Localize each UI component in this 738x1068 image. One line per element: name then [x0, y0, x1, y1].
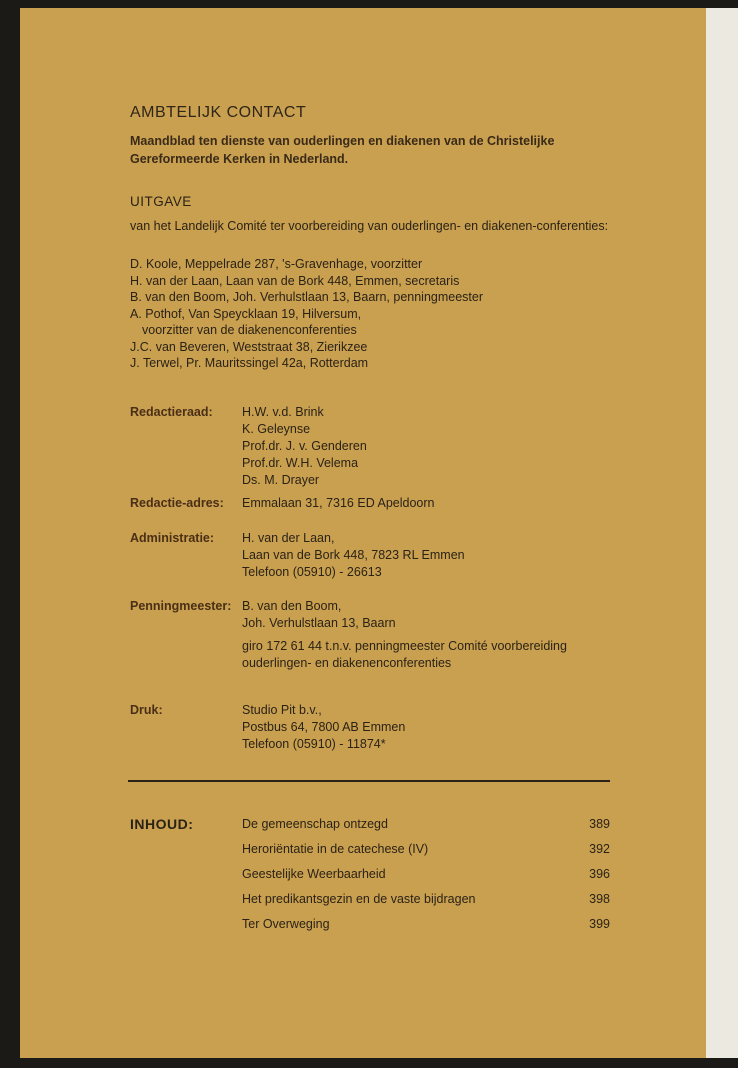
committee-member: A. Pothof, Van Speycklaan 19, Hilversum,	[130, 306, 362, 321]
magazine-title: AMBTELIJK CONTACT	[130, 104, 307, 121]
giro-line: giro 172 61 44 t.n.v. penningmeester Comité voorbereiding	[242, 639, 567, 653]
committee-list	[130, 256, 483, 372]
administratie-value	[242, 530, 465, 581]
editor-name: Prof.dr. J. v. Genderen	[242, 439, 367, 453]
administratie-label: Administratie:	[130, 531, 215, 545]
editor-name: Prof.dr. W.H. Velema	[242, 456, 359, 470]
toc-entry-page: 389	[589, 817, 610, 831]
committee-member: J. Terwel, Pr. Mauritssingel 42a, Rotterdam	[130, 356, 369, 370]
redactieraad-members	[242, 404, 367, 489]
uitgave-heading: UITGAVE	[130, 194, 192, 209]
editor-name: H.W. v.d. Brink	[242, 405, 324, 419]
penningmeester-value	[242, 598, 567, 672]
toc-entry-title: Ter Overweging	[242, 917, 330, 931]
druk-value	[242, 702, 405, 753]
toc-entry-title: Heroriëntatie in de catechese (IV)	[242, 842, 429, 856]
committee-member-note: voorzitter van de diakenenconferenties	[142, 323, 357, 337]
committee-member: H. van der Laan, Laan van de Bork 448, Emmen, secretaris	[130, 273, 460, 288]
toc-entry	[242, 914, 610, 939]
redactieraad-label: Redactieraad:	[130, 405, 213, 419]
toc-entry-page: 399	[589, 917, 610, 931]
printer-line: Studio Pit b.v.,	[242, 703, 322, 717]
toc-entry-title: Geestelijke Weerbaarheid	[242, 867, 386, 881]
redactie-adres-label: Redactie-adres:	[130, 496, 224, 510]
address-line: B. van den Boom,	[242, 599, 342, 613]
phone-line: Telefoon (05910) - 11874*	[242, 737, 386, 751]
committee-member: J.C. van Beveren, Weststraat 38, Zierikzee	[130, 339, 368, 354]
toc-entry	[242, 864, 610, 889]
editor-name: K. Geleynse	[242, 422, 311, 436]
editor-name: Ds. M. Drayer	[242, 473, 320, 487]
uitgave-intro: van het Landelijk Comité ter voorbereiding van ouderlingen- en diakenen-conferenties:	[130, 219, 609, 233]
toc-entry-title: Het predikantsgezin en de vaste bijdragen	[242, 892, 476, 906]
committee-member: B. van den Boom, Joh. Verhulstlaan 13, Baarn, penningmeester	[130, 290, 484, 304]
toc-entry-title: De gemeenschap ontzegd	[242, 817, 388, 831]
committee-member: D. Koole, Meppelrade 287, 's-Gravenhage, voorzitter	[130, 257, 423, 271]
document-page	[20, 8, 706, 1058]
toc-entry	[242, 839, 610, 864]
toc-entry-page: 396	[589, 867, 610, 881]
redactie-adres-value	[242, 495, 435, 512]
table-of-contents	[242, 814, 610, 939]
toc-entry	[242, 889, 610, 914]
address-line: Joh. Verhulstlaan 13, Baarn	[242, 616, 396, 630]
address-line: Emmalaan 31, 7316 ED Apeldoorn	[242, 496, 435, 510]
magazine-subtitle: Maandblad ten dienste van ouderlingen en diakenen van de Christelijke Gereformeerde Kerken in Nederland.	[130, 134, 555, 166]
giro-line: ouderlingen- en diakenenconferenties	[242, 656, 452, 670]
toc-entry	[242, 814, 610, 839]
toc-entry-page: 392	[589, 842, 610, 856]
phone-line: Telefoon (05910) - 26613	[242, 565, 382, 579]
printer-line: Postbus 64, 7800 AB Emmen	[242, 720, 406, 734]
page-edge	[706, 8, 738, 1058]
inhoud-label: INHOUD:	[130, 816, 194, 832]
divider	[128, 780, 610, 782]
address-line: Laan van de Bork 448, 7823 RL Emmen	[242, 548, 465, 562]
address-line: H. van der Laan,	[242, 531, 335, 545]
toc-entry-page: 398	[589, 892, 610, 906]
druk-label: Druk:	[130, 703, 163, 717]
penningmeester-label: Penningmeester:	[130, 599, 232, 613]
